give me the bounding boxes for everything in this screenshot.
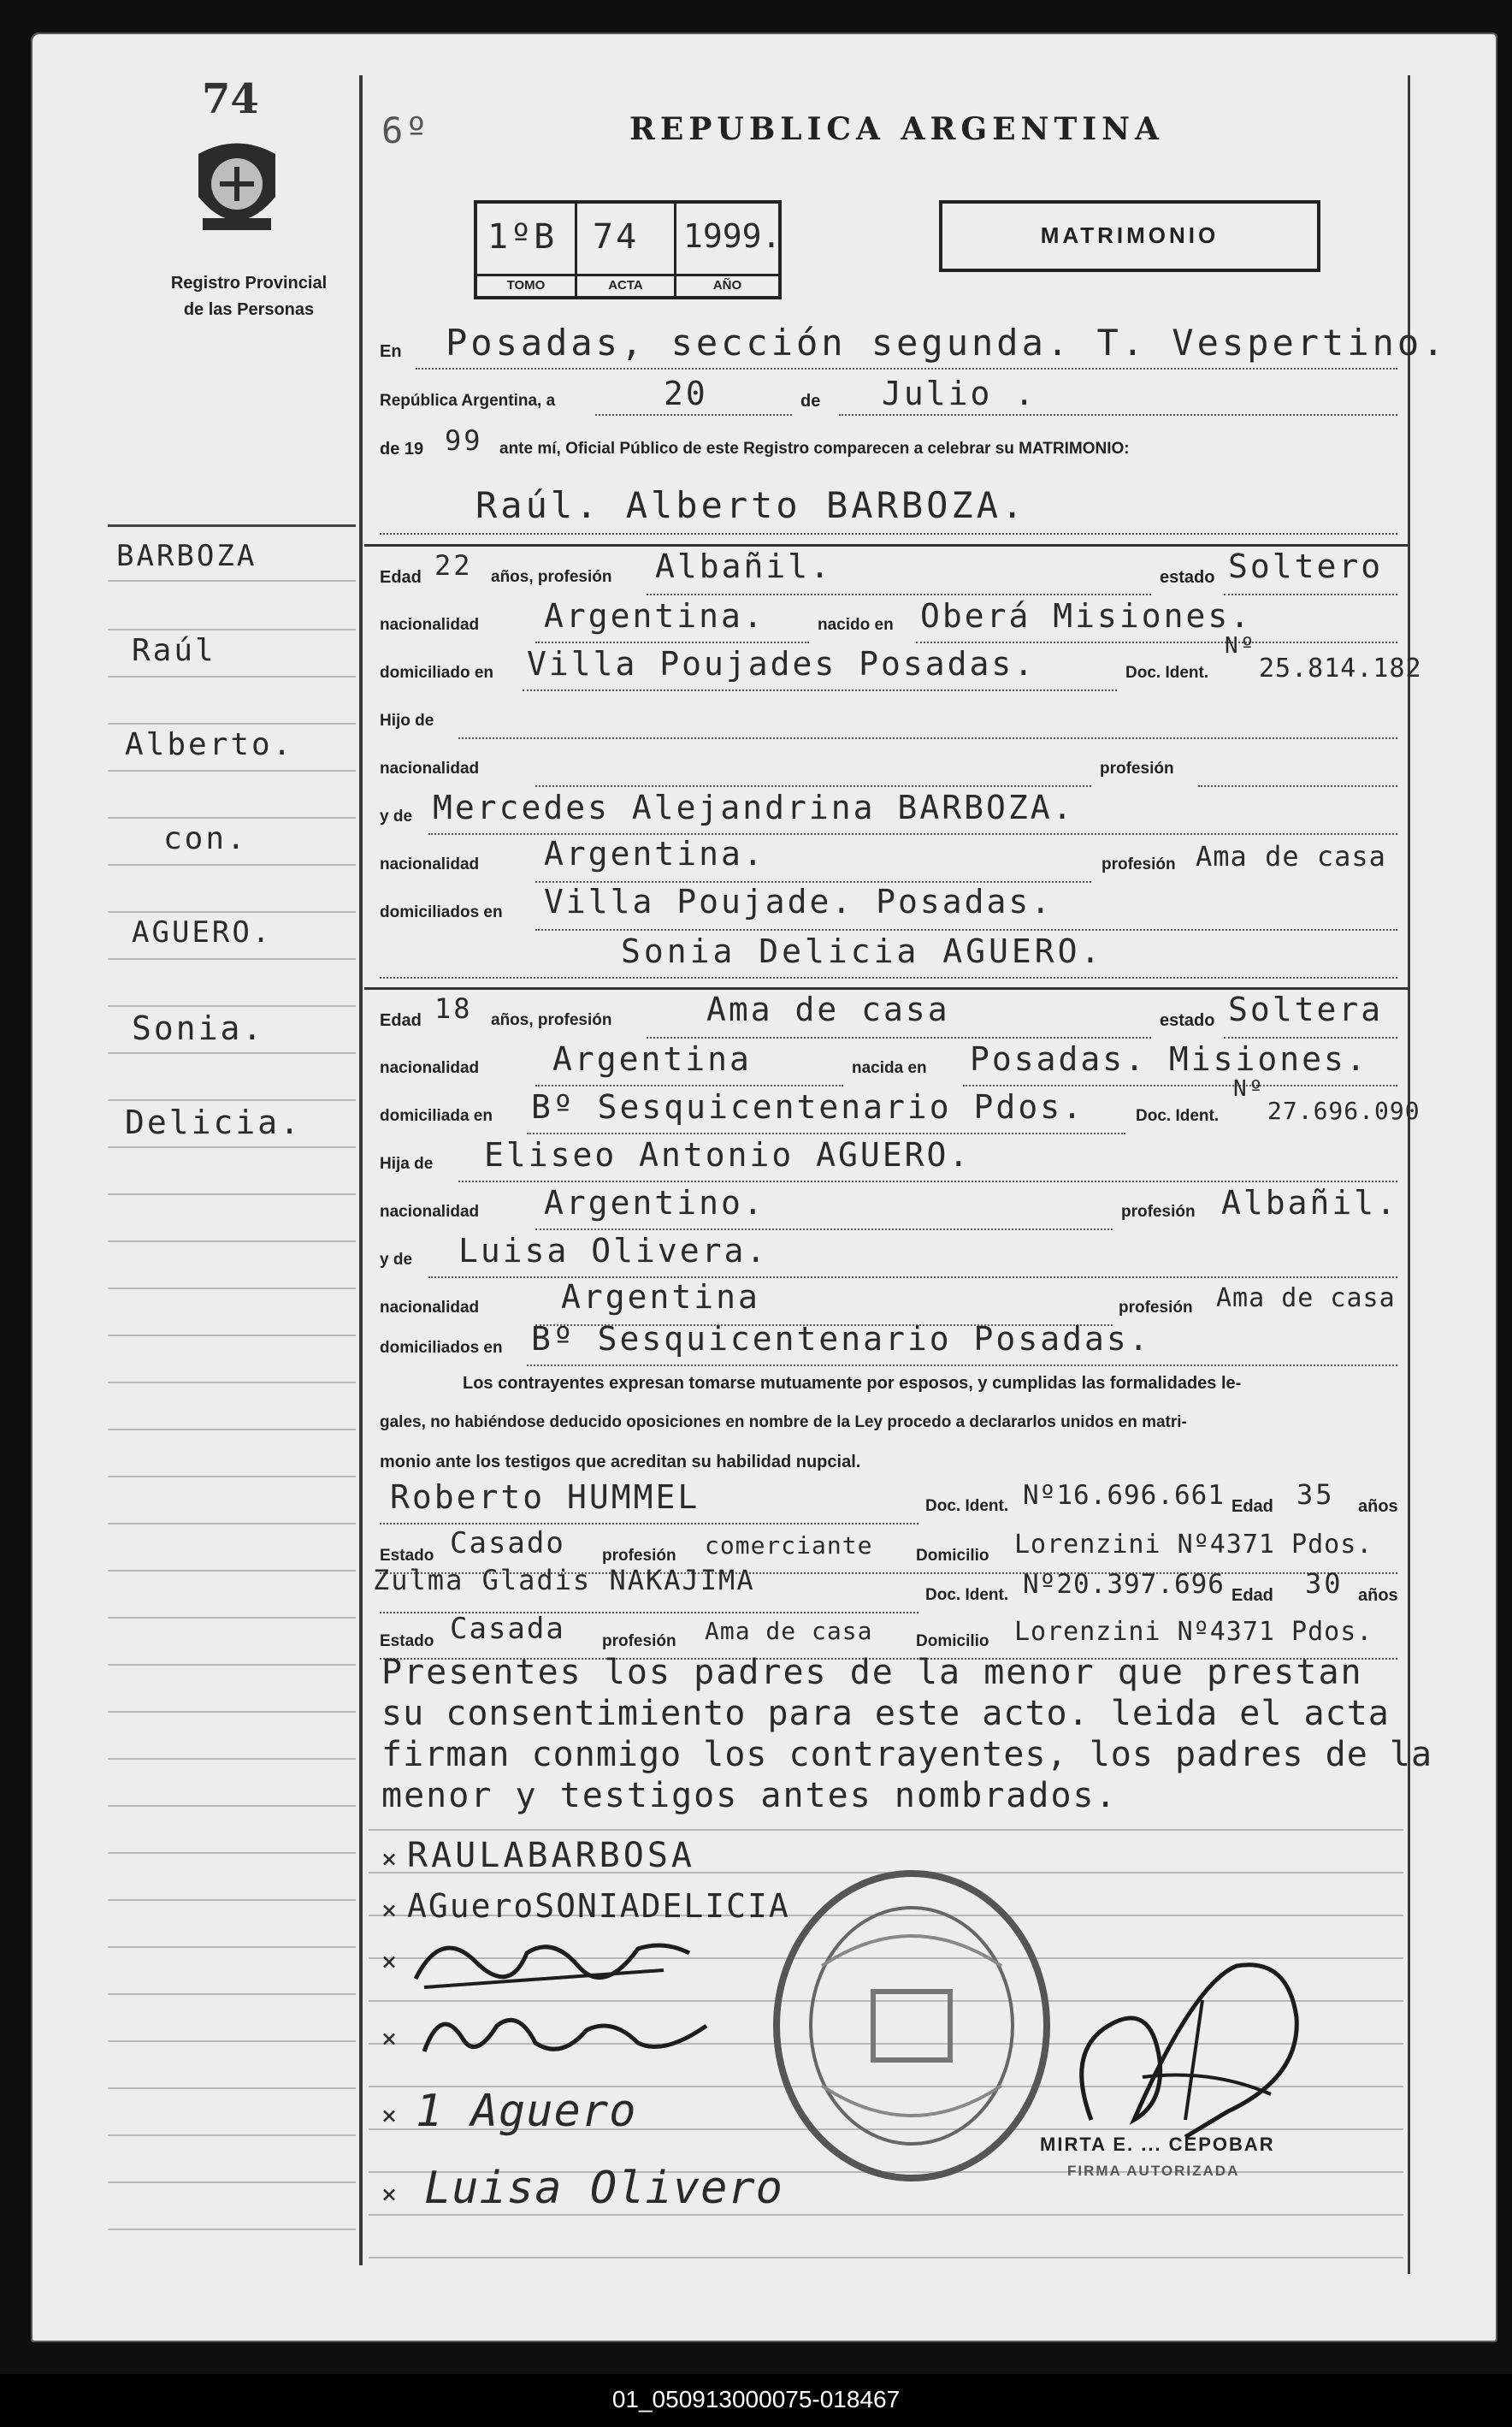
groom-doc-prefix: Nº [1225,633,1257,659]
witness-1-prof-label: profesión [602,1547,676,1565]
bride-estado-label: estado [1160,1011,1215,1030]
witness-1-profesion: comerciante [705,1531,873,1560]
margin-name-5: AGUERO. [132,915,273,950]
witness-2-edad: 30 [1305,1567,1344,1600]
legal-line-3: monio ante los testigos que acreditan su habilidad nupcial. [380,1453,861,1471]
year-label: de 19 [380,440,424,459]
signature-4-scribble [416,2000,724,2069]
groom-hijo-label: Hijo de [380,712,434,730]
de-label: de [800,392,821,411]
groom-nacionalidad: Argentina. [544,597,765,635]
official-name: MIRTA E. ... CEPOBAR [1040,2134,1275,2155]
closing-line-3: firman conmigo los contrayentes, los padres de la [381,1735,1433,1774]
bride-doc-label: Doc. Ident. [1136,1107,1220,1125]
act-type: MATRIMONIO [1040,222,1220,248]
groom-prof2-label: profesión [1102,855,1176,873]
signature-mark-1: × [381,1844,400,1874]
groom-full-name: Raúl. Alberto BARBOZA. [475,484,1027,526]
signature-mark-6: × [381,2180,400,2210]
bride-estado: Soltera [1228,991,1384,1028]
witness-1-doc: Nº16.696.661 [1023,1480,1225,1511]
bride-madre-profesion: Ama de casa [1216,1283,1396,1313]
groom-padres-domicilio: Villa Poujade. Posadas. [544,883,1054,920]
groom-madre-profesion: Ama de casa [1196,840,1386,873]
tomo-value: 1ºB [487,217,558,257]
groom-doc-label: Doc. Ident. [1125,664,1209,682]
signature-bride: AGueroSONIADELICIA [407,1887,790,1925]
margin-name-3: Alberto. [125,727,294,762]
closing-line-4: menor y testigos antes nombrados. [381,1776,1118,1815]
witness-1-anos-label: años [1358,1497,1398,1516]
witness-2-name: Zulma Gladis NAKAJIMA [373,1564,755,1596]
signature-mark-3: × [381,1947,400,1977]
reference-box [474,200,782,299]
witness-2-domicilio: Lorenzini Nº4371 Pdos. [1014,1617,1373,1647]
coat-of-arms-icon [190,137,284,240]
registry-name-line1: Registro Provincial [170,274,328,293]
witness-2-prof-label: profesión [602,1632,676,1650]
bride-doc: 27.696.090 [1267,1097,1420,1125]
acta-cell [577,204,676,296]
bride-nac3-label: nacionalidad [380,1299,480,1317]
page-number: 74 [202,75,259,123]
groom-estado: Soltero [1228,548,1384,585]
bride-madre-nacionalidad: Argentina [561,1278,760,1316]
bride-domicilio: Bº Sesquicentenario Pdos. [531,1088,1084,1126]
month: Julio . [882,375,1037,412]
witness-2-estado: Casada [450,1612,565,1646]
bride-doc-prefix: Nº [1233,1076,1266,1102]
act-type-box [939,200,1320,272]
signature-bride-father: 1 Aguero [416,2086,637,2137]
ano-cell [676,204,782,296]
bride-nacionalidad: Argentina [552,1040,752,1078]
groom-dom-label: domiciliado en [380,664,494,682]
witness-2-profesion: Ama de casa [705,1617,873,1645]
groom-edad-label: Edad [380,568,422,587]
column-divider-left [359,75,363,2265]
bride-padre-profesion: Albañil. [1221,1184,1399,1222]
signature-bride-mother: Luisa Olivero [424,2163,783,2214]
country-title: REPUBLICA ARGENTINA [629,111,1164,147]
witness-2-anos-label: años [1358,1586,1398,1605]
groom-nacido-en: Oberá Misiones. [920,597,1253,635]
registry-stamp-icon [762,1863,1061,2188]
witness-1-doc-label: Doc. Ident. [925,1497,1009,1515]
official-title: FIRMA AUTORIZADA [1067,2163,1240,2179]
acta-value: 74 [593,217,640,257]
ano-value: 1999. [683,217,782,255]
en-label: En [380,342,402,361]
margin-name-4: con. [163,821,248,856]
groom-madre: Mercedes Alejandrina BARBOZA. [433,789,1075,826]
margin-name-6: Sonia. [132,1009,265,1047]
intro-text: ante mí, Oficial Público de este Registro comparecen a celebrar su MATRIMONIO: [499,440,1130,458]
groom-estado-label: estado [1160,568,1215,587]
groom-prof-label: profesión [1100,760,1174,778]
witness-2-dom-label: Domicilio [916,1632,989,1650]
column-divider-right [1408,75,1410,2274]
year-suffix: 99 [445,424,483,457]
witness-2-doc: Nº20.397.696 [1023,1569,1225,1600]
bride-edad-label: Edad [380,1011,422,1030]
groom-profesion: Albañil. [655,548,833,585]
acta-label: ACTA [577,274,674,293]
bride-prof2-label: profesión [1119,1299,1193,1317]
groom-edad: 22 [434,549,473,582]
margin-name-1: BARBOZA [116,539,257,573]
bride-nacida-label: nacida en [852,1059,927,1077]
bride-anos-prof-label: años, profesión [491,1011,612,1029]
registry-sheet [31,33,1497,2342]
bride-padre-nacionalidad: Argentino. [544,1184,765,1222]
bride-hija-label: Hija de [380,1155,434,1173]
bride-nac2-label: nacionalidad [380,1203,480,1221]
signature-groom: RAULABARBOSA [407,1836,695,1875]
groom-doms-label: domiciliados en [380,903,503,921]
republic-label: República Argentina, a [380,392,556,410]
footer-bar [0,2374,1512,2427]
groom-nacido-label: nacido en [818,616,894,634]
groom-madre-nacionalidad: Argentina. [544,835,765,873]
registry-name-line2: de las Personas [183,300,315,319]
groom-nac-label: nacionalidad [380,616,480,634]
bride-dom-label: domiciliada en [380,1107,493,1125]
bride-edad: 18 [434,992,473,1025]
bride-nacida-en: Posadas. Misiones. [970,1040,1368,1078]
place: Posadas, sección segunda. T. Vespertino. [446,322,1448,364]
margin-name-7: Delicia. [125,1104,303,1141]
ano-label: AÑO [676,274,778,293]
bride-yde-label: y de [380,1251,413,1269]
tomo-cell [477,204,577,296]
witness-2-estado-label: Estado [380,1632,434,1650]
day: 20 [664,375,708,412]
witness-2-edad-label: Edad [1231,1586,1273,1605]
legal-line-2: gales, no habiéndose deducido oposiciones en nombre de la Ley procedo a declararlos unidos en matri- [380,1413,1187,1431]
witness-1-dom-label: Domicilio [916,1547,989,1565]
witness-2-doc-label: Doc. Ident. [925,1586,1009,1604]
bride-prof-label: profesión [1121,1203,1196,1221]
legal-line-1: Los contrayentes expresan tomarse mutuamente por esposos, y cumplidas las formalidades le- [463,1374,1242,1393]
bride-padres-domicilio: Bº Sesquicentenario Posadas. [531,1320,1151,1358]
signature-mark-5: × [381,2101,400,2131]
witness-1-name: Roberto HUMMEL [390,1478,700,1516]
corner-mark: 6º [381,110,430,151]
footer-id: 01_050913000075-018467 [611,2386,901,2412]
groom-doc: 25.814.182 [1259,654,1422,684]
closing-line-1: Presentes los padres de la menor que prestan [381,1653,1363,1692]
bride-nac-label: nacionalidad [380,1059,480,1077]
section-rule-1 [364,544,1409,547]
bride-profesion: Ama de casa [706,991,950,1028]
signature-mark-2: × [381,1896,400,1926]
witness-1-edad: 35 [1296,1478,1335,1511]
bride-full-name: Sonia Delicia AGUERO. [621,932,1104,970]
tomo-label: TOMO [477,274,575,293]
section-rule-2 [364,987,1409,990]
witness-1-estado: Casado [450,1526,565,1560]
signature-mark-4: × [381,2024,400,2054]
witness-1-domicilio: Lorenzini Nº4371 Pdos. [1014,1530,1373,1560]
groom-yde-label: y de [380,808,413,826]
bride-doms-label: domiciliados en [380,1339,503,1357]
signature-3-scribble [407,1919,698,1996]
bride-padre: Eliseo Antonio AGUERO. [484,1136,972,1174]
groom-anos-prof-label: años, profesión [491,568,612,586]
margin-name-2: Raúl [132,633,216,668]
groom-nac2-label: nacionalidad [380,760,480,778]
groom-nac3-label: nacionalidad [380,855,480,873]
groom-domicilio: Villa Poujades Posadas. [527,645,1037,683]
bride-madre: Luisa Olivera. [458,1232,769,1270]
witness-1-edad-label: Edad [1231,1497,1273,1516]
closing-line-2: su consentimiento para este acto. leida el acta [381,1694,1390,1733]
witness-1-estado-label: Estado [380,1547,434,1565]
